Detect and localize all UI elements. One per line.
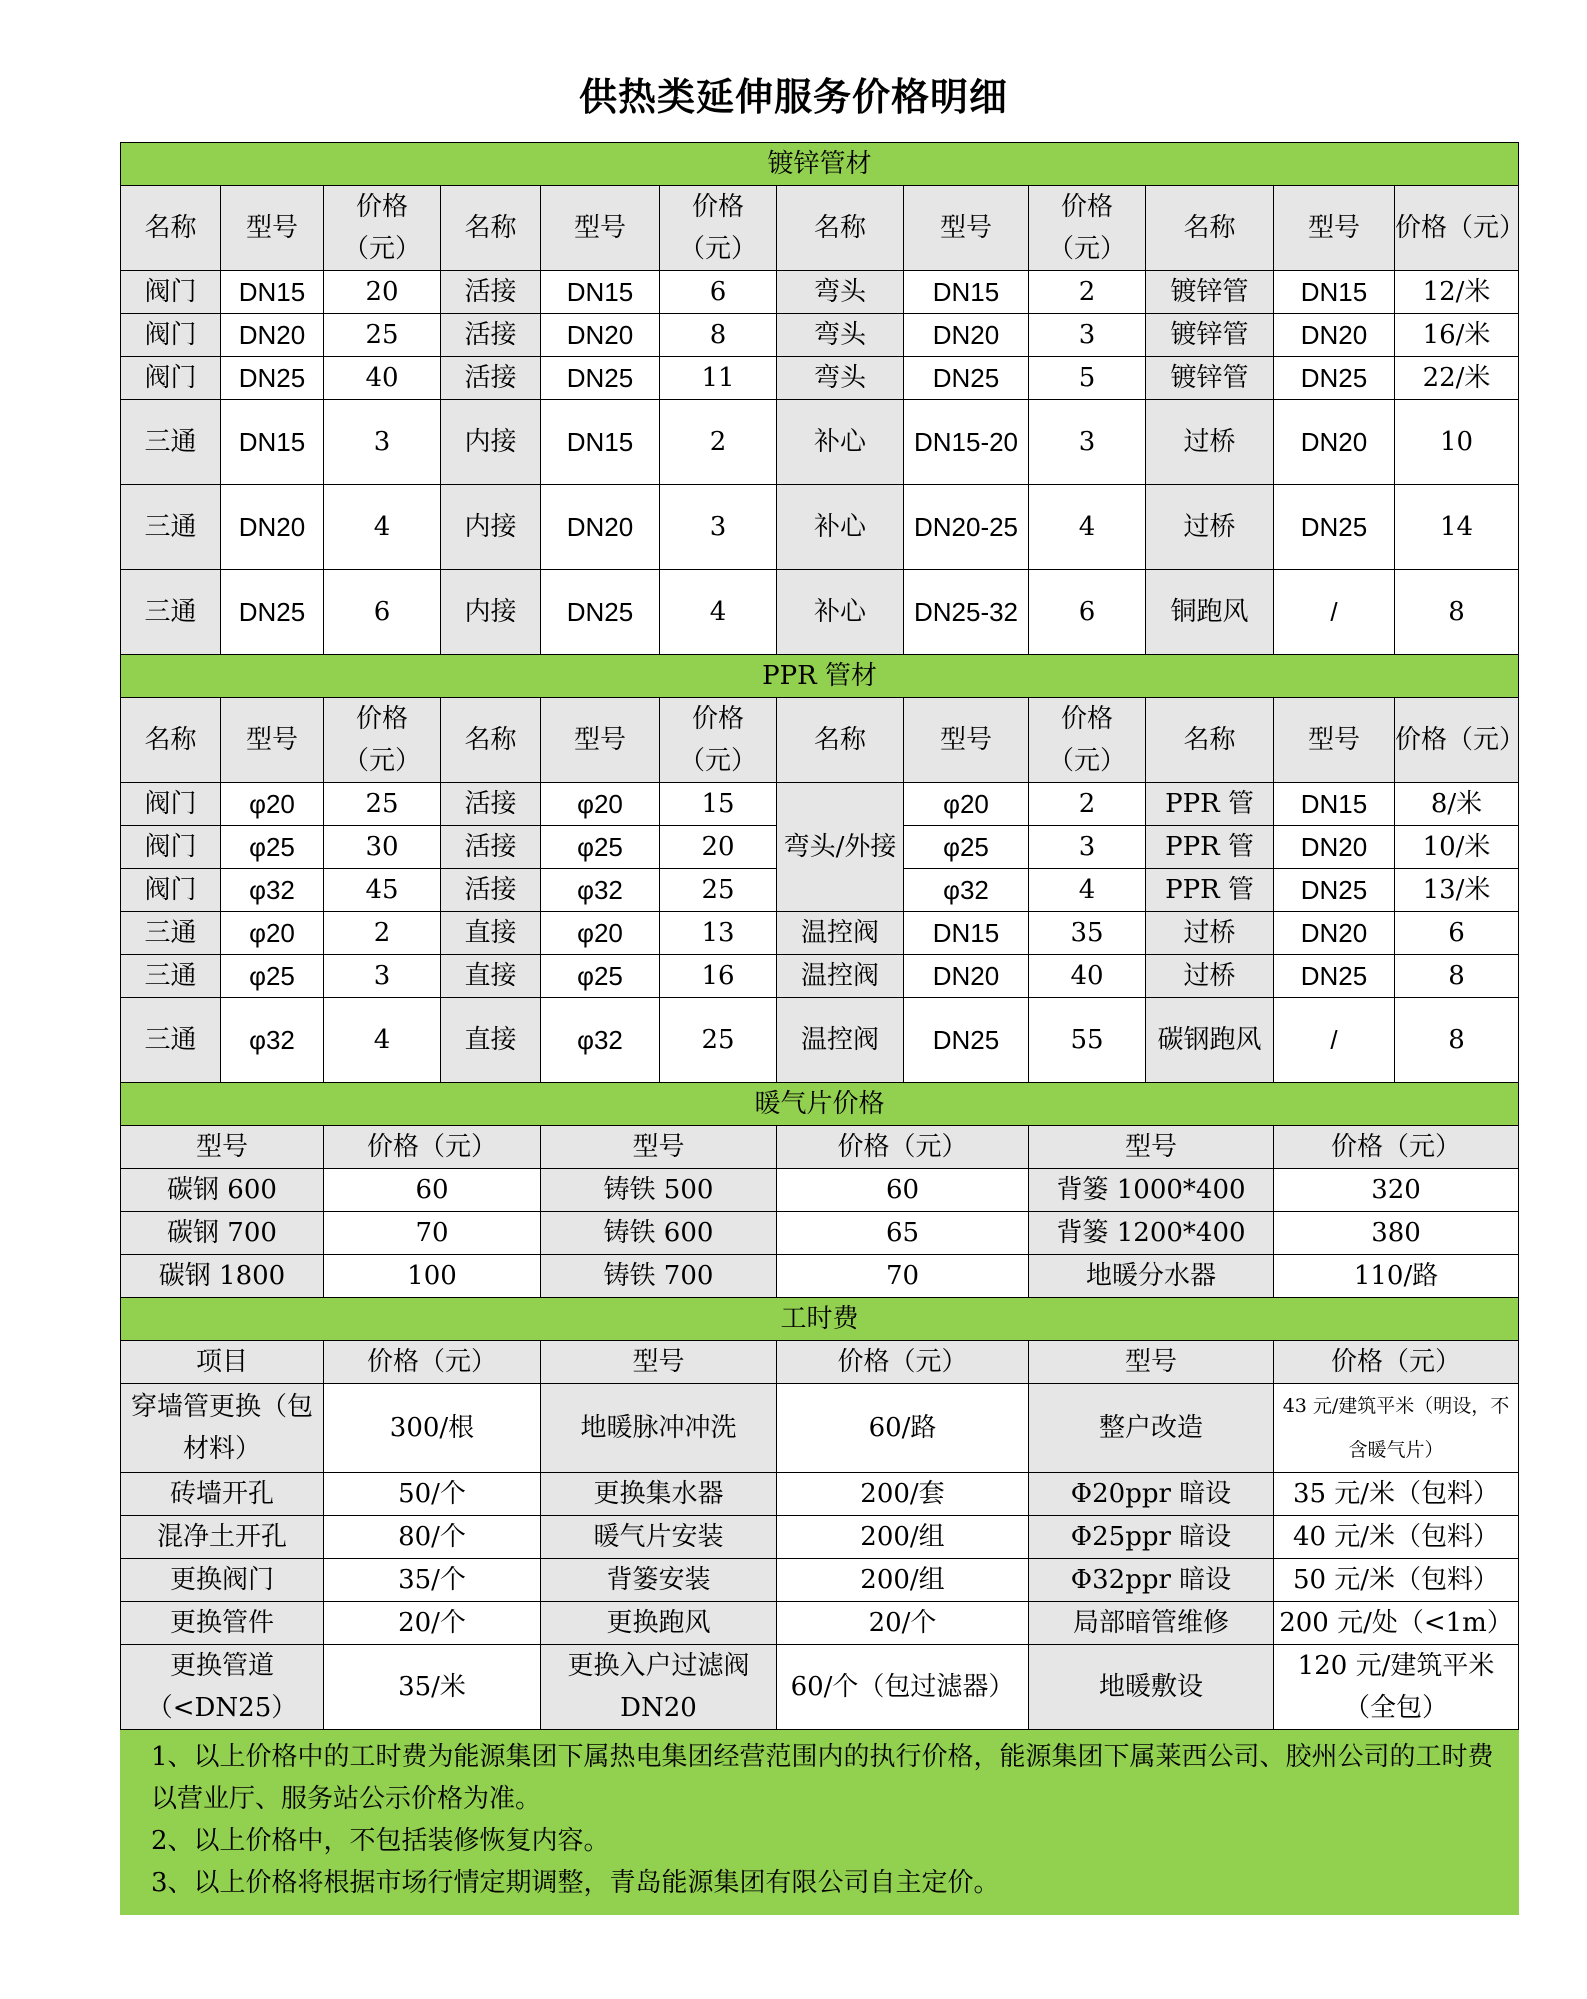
table-cell: 更换集水器 [541,1473,777,1516]
table-cell: PPR 管 [1146,826,1274,869]
table-cell: 30 [324,826,441,869]
table-cell: DN20 [1274,400,1395,485]
table-cell: 三通 [121,485,221,570]
table-cell: 2 [1029,271,1146,314]
column-header: 型号 [221,698,324,783]
table-cell: DN25 [1274,485,1395,570]
table-cell: 3 [1029,826,1146,869]
table-row [121,271,1519,314]
column-header: 型号 [541,1126,777,1169]
table-cell: 6 [1395,912,1519,955]
table-cell: 25 [324,783,441,826]
table-cell: 更换管道（<DN25） [121,1645,324,1730]
column-header: 名称 [1146,186,1274,271]
table-cell: 2 [660,400,777,485]
table-cell: 120 元/建筑平米（全包） [1274,1645,1519,1730]
notes-block [121,1730,1519,1915]
table-cell: DN20 [904,955,1029,998]
table-cell: 活接 [441,826,541,869]
table-cell: 过桥 [1146,485,1274,570]
table-cell: 4 [1029,485,1146,570]
table-cell: DN20 [1274,912,1395,955]
section-title-labor: 工时费 [121,1298,1519,1341]
table-cell: 镀锌管 [1146,314,1274,357]
column-header: 价格（元） [324,698,441,783]
table-cell: φ25 [541,955,660,998]
table-cell: 三通 [121,998,221,1083]
table-cell: 2 [324,912,441,955]
table-cell: 过桥 [1146,912,1274,955]
table-cell: DN15 [541,271,660,314]
table-cell: 43 元/建筑平米（明设，不含暖气片） [1274,1384,1519,1473]
table-cell: DN20 [221,314,324,357]
table-cell: 弯头 [777,314,904,357]
table-cell: 碳钢跑风 [1146,998,1274,1083]
table-cell: 活接 [441,271,541,314]
table-cell: 60/路 [777,1384,1029,1473]
table-cell: 110/路 [1274,1255,1519,1298]
table-cell: 60 [777,1169,1029,1212]
table-cell: 200 元/处（<1m） [1274,1602,1519,1645]
table-cell: φ25 [904,826,1029,869]
table-cell: DN25-32 [904,570,1029,655]
column-header: 价格（元） [1274,1341,1519,1384]
table-cell: 10/米 [1395,826,1519,869]
table-cell: φ20 [904,783,1029,826]
table-cell: DN15 [904,271,1029,314]
table-row [121,912,1519,955]
table-cell: 320 [1274,1169,1519,1212]
table-row [121,1645,1519,1730]
price-table [120,142,1526,1915]
table-cell: 活接 [441,783,541,826]
table-cell: 3 [660,485,777,570]
table-cell: 4 [1029,869,1146,912]
table-cell: 13/米 [1395,869,1519,912]
column-header: 名称 [777,186,904,271]
table-cell: 25 [660,998,777,1083]
table-cell: 55 [1029,998,1146,1083]
table-cell: 砖墙开孔 [121,1473,324,1516]
price-sheet [120,142,1526,1915]
table-cell: φ32 [221,998,324,1083]
table-cell: 铸铁 600 [541,1212,777,1255]
column-header: 型号 [221,186,324,271]
table-cell: 更换管件 [121,1602,324,1645]
table-cell: 5 [1029,357,1146,400]
table-cell: 三通 [121,400,221,485]
table-cell: DN20 [1274,314,1395,357]
column-header: 价格（元） [324,1341,541,1384]
table-cell: DN20 [541,314,660,357]
table-cell: 活接 [441,314,541,357]
table-cell: 8 [660,314,777,357]
table-cell: 三通 [121,955,221,998]
column-header: 型号 [1029,1341,1274,1384]
table-cell: 13 [660,912,777,955]
table-cell: 14 [1395,485,1519,570]
table-cell: 380 [1274,1212,1519,1255]
table-cell: 20/个 [777,1602,1029,1645]
table-cell: 11 [660,357,777,400]
table-cell: 4 [660,570,777,655]
table-cell: 温控阀 [777,912,904,955]
column-header: 型号 [904,186,1029,271]
table-cell: 阀门 [121,869,221,912]
table-cell: 3 [1029,400,1146,485]
table-cell: 10 [1395,400,1519,485]
table-cell: 更换跑风 [541,1602,777,1645]
column-header: 价格（元） [1029,186,1146,271]
table-cell: Φ25ppr 暗设 [1029,1516,1274,1559]
table-cell: 200/组 [777,1516,1029,1559]
table-cell: 阀门 [121,783,221,826]
table-cell: 阀门 [121,826,221,869]
table-cell: 45 [324,869,441,912]
table-cell: 背篓 1000*400 [1029,1169,1274,1212]
column-header: 价格（元） [1274,1126,1519,1169]
table-cell: φ32 [221,869,324,912]
table-cell: 50/个 [324,1473,541,1516]
table-cell: 活接 [441,869,541,912]
column-header: 名称 [777,698,904,783]
note-3: 3、以上价格将根据市场行情定期调整，青岛能源集团有限公司自主定价。 [151,1868,1000,1898]
section-title-radiator: 暖气片价格 [121,1083,1519,1126]
table-cell: 直接 [441,912,541,955]
table-cell: 阀门 [121,357,221,400]
table-row [121,783,1519,826]
table-cell: 35 [1029,912,1146,955]
table-cell: 阀门 [121,314,221,357]
table-cell: 补心 [777,570,904,655]
table-cell: 4 [324,998,441,1083]
column-header: 名称 [441,698,541,783]
table-cell: 20/个 [324,1602,541,1645]
table-cell: 铜跑风 [1146,570,1274,655]
table-row [121,1212,1519,1255]
table-cell: 温控阀 [777,998,904,1083]
column-header: 价格（元） [777,1126,1029,1169]
table-cell: 35/个 [324,1559,541,1602]
table-cell: 地暖分水器 [1029,1255,1274,1298]
table-cell: 内接 [441,400,541,485]
table-cell: DN15-20 [904,400,1029,485]
table-cell: 局部暗管维修 [1029,1602,1274,1645]
table-cell: 碳钢 600 [121,1169,324,1212]
column-header: 型号 [904,698,1029,783]
table-cell: 70 [324,1212,541,1255]
table-cell: 过桥 [1146,955,1274,998]
table-cell: 三通 [121,570,221,655]
table-cell: 更换入户过滤阀 DN20 [541,1645,777,1730]
table-cell: φ25 [541,826,660,869]
table-header-row [121,1341,1519,1384]
table-cell: PPR 管 [1146,869,1274,912]
table-cell: 暖气片安装 [541,1516,777,1559]
table-cell: 4 [324,485,441,570]
table-cell: 60/个（包过滤器） [777,1645,1029,1730]
column-header: 型号 [541,698,660,783]
column-header: 型号 [541,1341,777,1384]
table-cell: 40 [1029,955,1146,998]
table-cell: Φ32ppr 暗设 [1029,1559,1274,1602]
table-cell: 过桥 [1146,400,1274,485]
table-cell: 200/组 [777,1559,1029,1602]
table-cell: 100 [324,1255,541,1298]
table-cell: Φ20ppr 暗设 [1029,1473,1274,1516]
table-cell: φ32 [541,869,660,912]
table-row [121,1516,1519,1559]
table-cell: 2 [1029,783,1146,826]
table-cell: 弯头 [777,271,904,314]
table-cell: 混净土开孔 [121,1516,324,1559]
table-cell: 8 [1395,955,1519,998]
column-header: 价格（元） [660,698,777,783]
table-cell: 22/米 [1395,357,1519,400]
table-cell: DN25 [541,357,660,400]
table-cell: 更换阀门 [121,1559,324,1602]
table-cell: 温控阀 [777,955,904,998]
table-cell: 地暖敷设 [1029,1645,1274,1730]
table-cell: 25 [324,314,441,357]
table-cell: 地暖脉冲冲洗 [541,1384,777,1473]
table-cell: 背篓安装 [541,1559,777,1602]
table-cell: / [1274,570,1395,655]
table-cell: 15 [660,783,777,826]
table-cell: 40 [324,357,441,400]
table-row [121,485,1519,570]
table-row [121,955,1519,998]
table-row [121,1559,1519,1602]
table-cell: DN25 [904,998,1029,1083]
table-row [121,400,1519,485]
table-cell: φ20 [541,783,660,826]
table-cell: 65 [777,1212,1029,1255]
column-header: 名称 [121,186,221,271]
table-cell: 16 [660,955,777,998]
table-row [121,1602,1519,1645]
table-row [121,998,1519,1083]
column-header: 型号 [1274,698,1395,783]
table-cell: 8 [1395,998,1519,1083]
table-cell: 穿墙管更换（包材料） [121,1384,324,1473]
table-cell: φ25 [221,955,324,998]
table-cell: 35 元/米（包料） [1274,1473,1519,1516]
table-cell: 活接 [441,357,541,400]
table-cell: DN15 [904,912,1029,955]
table-cell: PPR 管 [1146,783,1274,826]
table-cell: 直接 [441,998,541,1083]
table-cell: 3 [324,400,441,485]
note-1: 1、以上价格中的工时费为能源集团下属热电集团经营范围内的执行价格，能源集团下属莱西公司、胶州公司的工时费以营业厅、服务站公示价格为准。 [151,1742,1494,1814]
merged-cell-elbow: 弯头/外接 [777,783,904,912]
column-header: 型号 [1274,186,1395,271]
table-row [121,357,1519,400]
table-cell: 20 [660,826,777,869]
table-cell: 300/根 [324,1384,541,1473]
table-cell: 6 [660,271,777,314]
table-cell: DN25 [541,570,660,655]
table-cell: 25 [660,869,777,912]
table-cell: φ25 [221,826,324,869]
table-cell: DN15 [541,400,660,485]
table-cell: 直接 [441,955,541,998]
table-cell: 铸铁 500 [541,1169,777,1212]
table-cell: φ32 [904,869,1029,912]
column-header: 价格（元） [660,186,777,271]
table-cell: 16/米 [1395,314,1519,357]
table-cell: DN25 [1274,955,1395,998]
column-header: 型号 [121,1126,324,1169]
table-cell: 6 [1029,570,1146,655]
page-title: 供热类延伸服务价格明细 [578,75,1008,119]
table-cell: 70 [777,1255,1029,1298]
table-cell: 20 [324,271,441,314]
table-cell: DN20 [221,485,324,570]
table-cell: 内接 [441,485,541,570]
table-cell: 80/个 [324,1516,541,1559]
column-header: 名称 [1146,698,1274,783]
table-cell: / [1274,998,1395,1083]
column-header: 价格（元） [1395,698,1519,783]
table-cell: DN15 [221,400,324,485]
table-cell: 镀锌管 [1146,271,1274,314]
table-cell: DN25 [904,357,1029,400]
column-header: 价格（元） [324,186,441,271]
table-header-row [121,1126,1519,1169]
table-cell: 3 [1029,314,1146,357]
table-cell: 内接 [441,570,541,655]
table-cell: φ20 [221,912,324,955]
column-header: 型号 [541,186,660,271]
table-cell: 整户改造 [1029,1384,1274,1473]
table-cell: 3 [324,955,441,998]
table-cell: 12/米 [1395,271,1519,314]
table-cell: 8 [1395,570,1519,655]
table-cell: 补心 [777,485,904,570]
column-header: 价格（元） [1395,186,1519,271]
table-cell: 三通 [121,912,221,955]
table-row [121,1473,1519,1516]
table-cell: 铸铁 700 [541,1255,777,1298]
table-cell: φ20 [541,912,660,955]
table-cell: DN25 [221,570,324,655]
table-row [121,1169,1519,1212]
table-cell: 35/米 [324,1645,541,1730]
table-cell: DN15 [1274,783,1395,826]
table-header-row [121,186,1519,271]
table-cell: 60 [324,1169,541,1212]
table-cell: DN25 [221,357,324,400]
section-title-galvanized: 镀锌管材 [121,143,1519,186]
table-cell: DN20 [1274,826,1395,869]
table-cell: 6 [324,570,441,655]
table-cell: 50 元/米（包料） [1274,1559,1519,1602]
table-row [121,570,1519,655]
section-title-ppr: PPR 管材 [121,655,1519,698]
column-header: 价格（元） [777,1341,1029,1384]
table-row [121,1255,1519,1298]
column-header: 价格（元） [324,1126,541,1169]
table-cell: 补心 [777,400,904,485]
column-header: 名称 [441,186,541,271]
column-header: 名称 [121,698,221,783]
table-cell: DN15 [1274,271,1395,314]
table-cell: 阀门 [121,271,221,314]
table-cell: 200/套 [777,1473,1029,1516]
table-cell: 背篓 1200*400 [1029,1212,1274,1255]
table-cell: DN20-25 [904,485,1029,570]
table-cell: 8/米 [1395,783,1519,826]
table-cell: φ32 [541,998,660,1083]
column-header: 价格（元） [1029,698,1146,783]
table-cell: 弯头 [777,357,904,400]
table-cell: DN25 [1274,869,1395,912]
table-row [121,314,1519,357]
column-header: 型号 [1029,1126,1274,1169]
table-cell: 碳钢 700 [121,1212,324,1255]
column-header: 项目 [121,1341,324,1384]
table-cell: DN15 [221,271,324,314]
note-2: 2、以上价格中，不包括装修恢复内容。 [151,1826,610,1856]
table-header-row [121,698,1519,783]
table-cell: φ20 [221,783,324,826]
table-cell: 40 元/米（包料） [1274,1516,1519,1559]
table-row [121,1384,1519,1473]
table-cell: 碳钢 1800 [121,1255,324,1298]
table-cell: DN20 [904,314,1029,357]
table-cell: DN20 [541,485,660,570]
table-cell: 镀锌管 [1146,357,1274,400]
table-cell: DN25 [1274,357,1395,400]
